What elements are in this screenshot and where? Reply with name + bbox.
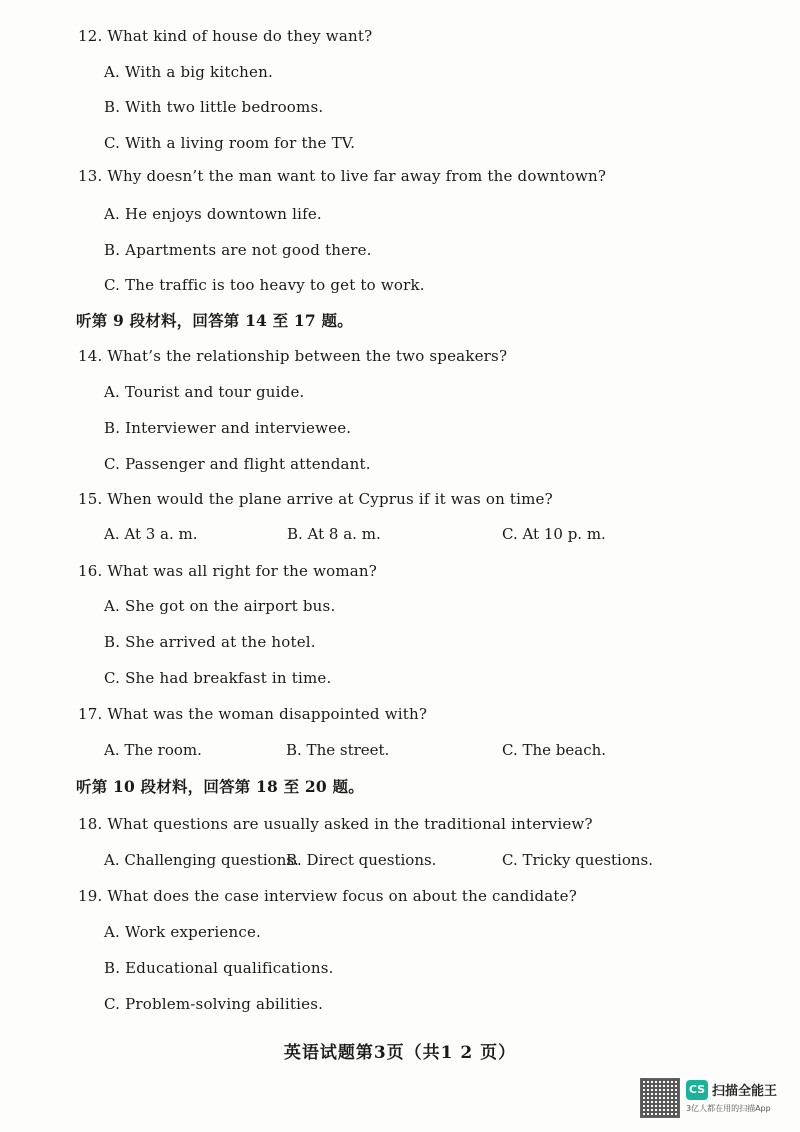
q17-option-b: B. The street. <box>286 741 390 759</box>
q15-option-c: C. At 10 p. m. <box>502 525 606 543</box>
q13-option-a: A. He enjoys downtown life. <box>104 205 322 223</box>
q16-option-a: A. She got on the airport bus. <box>104 597 336 615</box>
scanner-app-name: 扫描全能王 <box>712 1084 778 1099</box>
q14-option-b: B. Interviewer and interviewee. <box>104 419 352 437</box>
question-13: 13. Why doesn’t the man want to live far away from the downtown? <box>78 167 607 185</box>
question-17: 17. What was the woman disappointed with? <box>78 705 428 723</box>
q16-option-c: C. She had breakfast in time. <box>104 669 332 687</box>
question-18: 18. What questions are usually asked in the traditional interview? <box>78 815 593 833</box>
question-12: 12. What kind of house do they want? <box>78 27 373 45</box>
q18-option-b: B. Direct questions. <box>286 851 437 869</box>
question-15: 15. When would the plane arrive at Cyprus if it was on time? <box>78 490 553 508</box>
q12-option-a: A. With a big kitchen. <box>104 63 273 81</box>
q14-option-c: C. Passenger and flight attendant. <box>104 455 371 473</box>
q18-options-row <box>104 850 664 870</box>
question-16: 16. What was all right for the woman? <box>78 562 378 580</box>
q12-option-c: C. With a living room for the TV. <box>104 134 356 152</box>
q19-option-c: C. Problem-solving abilities. <box>104 995 324 1013</box>
question-19: 19. What does the case interview focus on about the candidate? <box>78 887 577 905</box>
question-14: 14. What’s the relationship between the two speakers? <box>78 347 508 365</box>
q17-option-c: C. The beach. <box>502 741 607 759</box>
qr-code-icon <box>640 1078 680 1118</box>
q17-option-a: A. The room. <box>104 741 202 759</box>
q15-option-a: A. At 3 a. m. <box>104 525 198 543</box>
q12-option-b: B. With two little bedrooms. <box>104 98 324 116</box>
q16-option-b: B. She arrived at the hotel. <box>104 633 316 651</box>
q17-options-row <box>104 740 664 760</box>
q19-option-b: B. Educational qualifications. <box>104 959 334 977</box>
q13-option-b: B. Apartments are not good there. <box>104 241 372 259</box>
q14-option-a: A. Tourist and tour guide. <box>104 383 305 401</box>
q18-option-a: A. Challenging questions. <box>104 851 299 869</box>
page-footer: 英语试题第3页（共1 2 页） <box>283 1043 517 1063</box>
section-9-heading: 听第 9 段材料，回答第 14 至 17 题。 <box>76 311 353 330</box>
scanner-watermark <box>640 1078 790 1118</box>
camscanner-logo-icon: CS <box>686 1080 708 1100</box>
q15-option-b: B. At 8 a. m. <box>287 525 381 543</box>
q19-option-a: A. Work experience. <box>104 923 261 941</box>
section-10-heading: 听第 10 段材料，回答第 18 至 20 题。 <box>76 777 364 796</box>
q15-options-row <box>104 524 664 544</box>
q18-option-c: C. Tricky questions. <box>502 851 654 869</box>
q13-option-c: C. The traffic is too heavy to get to work. <box>104 276 425 294</box>
scanner-tagline: 3亿人都在用的扫描App <box>686 1104 771 1113</box>
